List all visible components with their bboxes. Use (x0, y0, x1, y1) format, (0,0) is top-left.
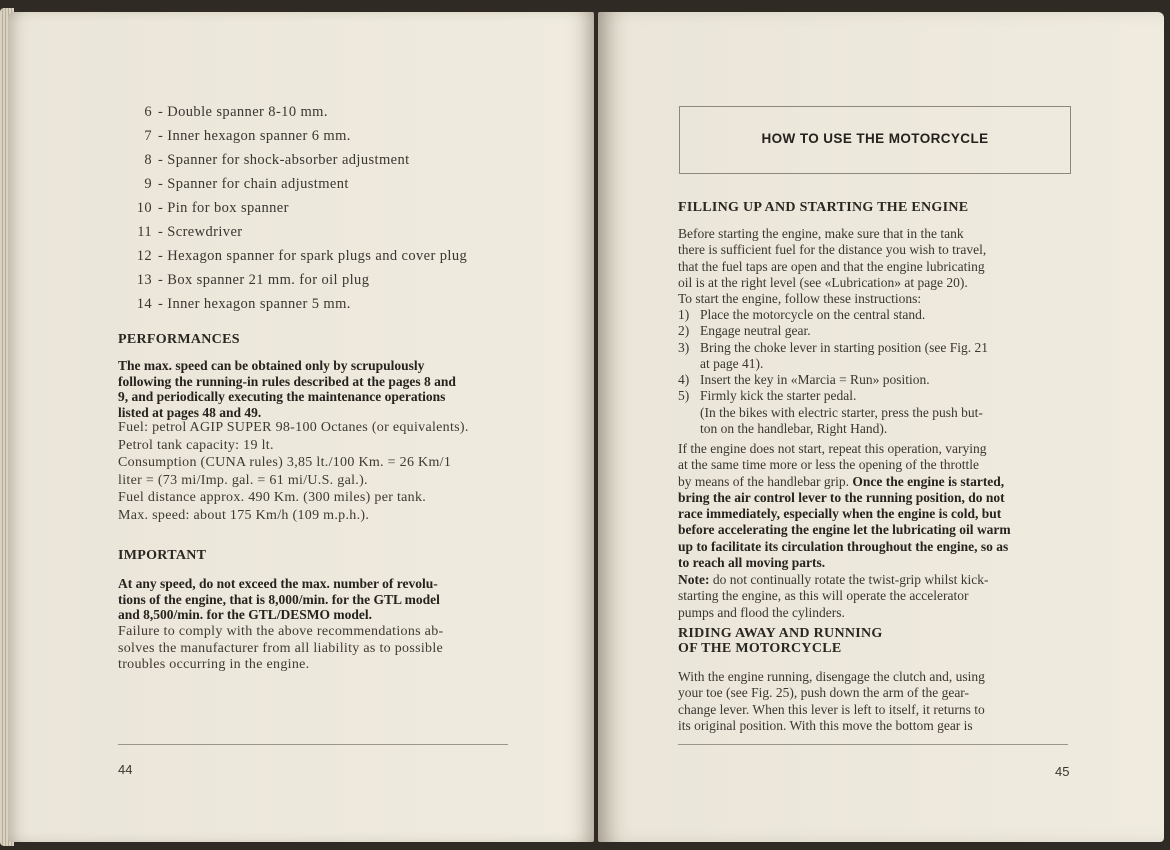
text-line: Fuel distance approx. 490 Km. (300 miles) per tank. (118, 490, 427, 505)
text-line: 9, and periodically executing the maintenance operations (118, 389, 446, 404)
text-line: liter = (73 mi/Imp. gal. = 61 mi/U.S. gal.). (118, 472, 368, 488)
text-line: Failure to comply with the above recommendations ab- (118, 624, 444, 639)
tool-item: 6 - Double spanner 8-10 mm. (144, 104, 328, 120)
footer-rule (678, 744, 1068, 745)
tool-item: 11 - Screwdriver (137, 224, 243, 240)
text-line: If the engine does not start, repeat this operation, varying (678, 441, 987, 456)
text-line: The max. speed can be obtained only by scrupulously (118, 358, 425, 373)
text-line: At any speed, do not exceed the max. number of revolu- (118, 576, 438, 591)
text-line: starting the engine, as this will operate the accelerator (678, 588, 969, 604)
important-text (118, 624, 518, 674)
starting-steps (678, 307, 1070, 437)
section-heading-riding (678, 626, 883, 656)
intro-paragraph (678, 226, 1070, 307)
text-line: troubles occurring in the engine. (118, 657, 310, 672)
text-line: there is sufficient fuel for the distance you wish to travel, (678, 242, 987, 258)
text-line: To start the engine, follow these instructions: (678, 291, 922, 307)
section-heading-filling: FILLING UP AND STARTING THE ENGINE (678, 200, 969, 215)
tool-item: 12 - Hexagon spanner for spark plugs and cover plug (136, 248, 468, 264)
text-line: change lever. When this lever is left to itself, it returns to (678, 701, 985, 717)
text-line: before accelerating the engine let the lubricating oil warm (678, 522, 1011, 538)
step-item: 5) Firmly kick the starter pedal. (In the bikes with electric starter, press the push but- ton on the handlebar, Right Hand). (678, 388, 983, 437)
chapter-title: HOW TO USE THE MOTORCYCLE (761, 131, 989, 146)
text-line: Petrol tank capacity: 19 lt. (118, 437, 274, 453)
text-line: solves the manufacturer from all liability as to possible (118, 640, 444, 656)
text-line: Consumption (CUNA rules) 3,85 lt./100 Km. = 26 Km/1 (118, 455, 452, 470)
text-line: race immediately, especially when the engine is cold, but (678, 506, 1002, 522)
text-line: oil is at the right level (see «Lubrication» at page 20). (678, 274, 968, 290)
text-line: Fuel: petrol AGIP SUPER 98-100 Octanes (or equivalents). (118, 420, 469, 435)
page-number-left: 44 (118, 762, 133, 777)
note-paragraph (678, 572, 1070, 621)
text-line: to reach all moving parts. (678, 555, 826, 571)
text-line: With the engine running, disengage the clutch and, using (678, 669, 985, 684)
tool-item: 13 - Box spanner 21 mm. for oil plug (136, 272, 370, 288)
text-line: by means of the handlebar grip. Once the engine is started, (678, 473, 1005, 489)
tool-item: 10 - Pin for box spanner (136, 200, 289, 216)
text-line: your toe (see Fig. 25), push down the arm of the gear- (678, 685, 970, 701)
tool-item: 7 - Inner hexagon spanner 6 mm. (144, 128, 351, 144)
performances-bold-text (118, 358, 514, 420)
performances-heading: PERFORMANCES (118, 332, 240, 347)
text-line: bring the air control lever to the running position, do not (678, 489, 1005, 505)
heading-line: OF THE MOTORCYCLE (678, 641, 842, 656)
text-line: at the same time more or less the opening of the throttle (678, 457, 980, 473)
text-line: Note: do not continually rotate the twist-grip whilst kick- (678, 572, 989, 587)
step-item: 3) Bring the choke lever in starting position (see Fig. 21 at page 41). (678, 339, 988, 371)
performances-specs (118, 419, 518, 524)
text-line: that the fuel taps are open and that the engine lubricating (678, 258, 985, 274)
footer-rule (118, 744, 508, 745)
important-heading: IMPORTANT (118, 548, 207, 563)
text-line: following the running-in rules described at the pages 8 and (118, 373, 456, 389)
tool-item: 8 - Spanner for shock-absorber adjustment (144, 152, 410, 168)
text-line: its original position. With this move the bottom gear is (678, 717, 973, 733)
tool-item: 14 - Inner hexagon spanner 5 mm. (136, 296, 351, 312)
heading-line: RIDING AWAY AND RUNNING (678, 626, 883, 641)
text-line: and 8,500/min. for the GTL/DESMO model. (118, 607, 373, 622)
text-line: listed at pages 48 and 49. (118, 404, 262, 420)
text-line: Max. speed: about 175 Km/h (109 m.p.h.). (118, 507, 370, 523)
tool-list (118, 100, 538, 316)
engine-start-paragraph (678, 441, 1070, 571)
step-item: 2) Engage neutral gear. (678, 323, 811, 339)
chapter-title-box (679, 106, 1071, 174)
step-item: 1) Place the motorcycle on the central stand. (678, 307, 926, 322)
tool-item: 9 - Spanner for chain adjustment (144, 176, 349, 192)
important-bold-text (118, 576, 514, 623)
text-line: Before starting the engine, make sure that in the tank (678, 226, 964, 241)
step-item: 4) Insert the key in «Marcia = Run» position. (678, 372, 930, 388)
text-line: up to facilitate its circulation throughout the engine, so as (678, 538, 1009, 554)
text-line: tions of the engine, that is 8,000/min. for the GTL model (118, 591, 440, 607)
page-number-right: 45 (1055, 764, 1070, 779)
riding-paragraph (678, 669, 1070, 734)
text-line: pumps and flood the cylinders. (678, 604, 845, 620)
